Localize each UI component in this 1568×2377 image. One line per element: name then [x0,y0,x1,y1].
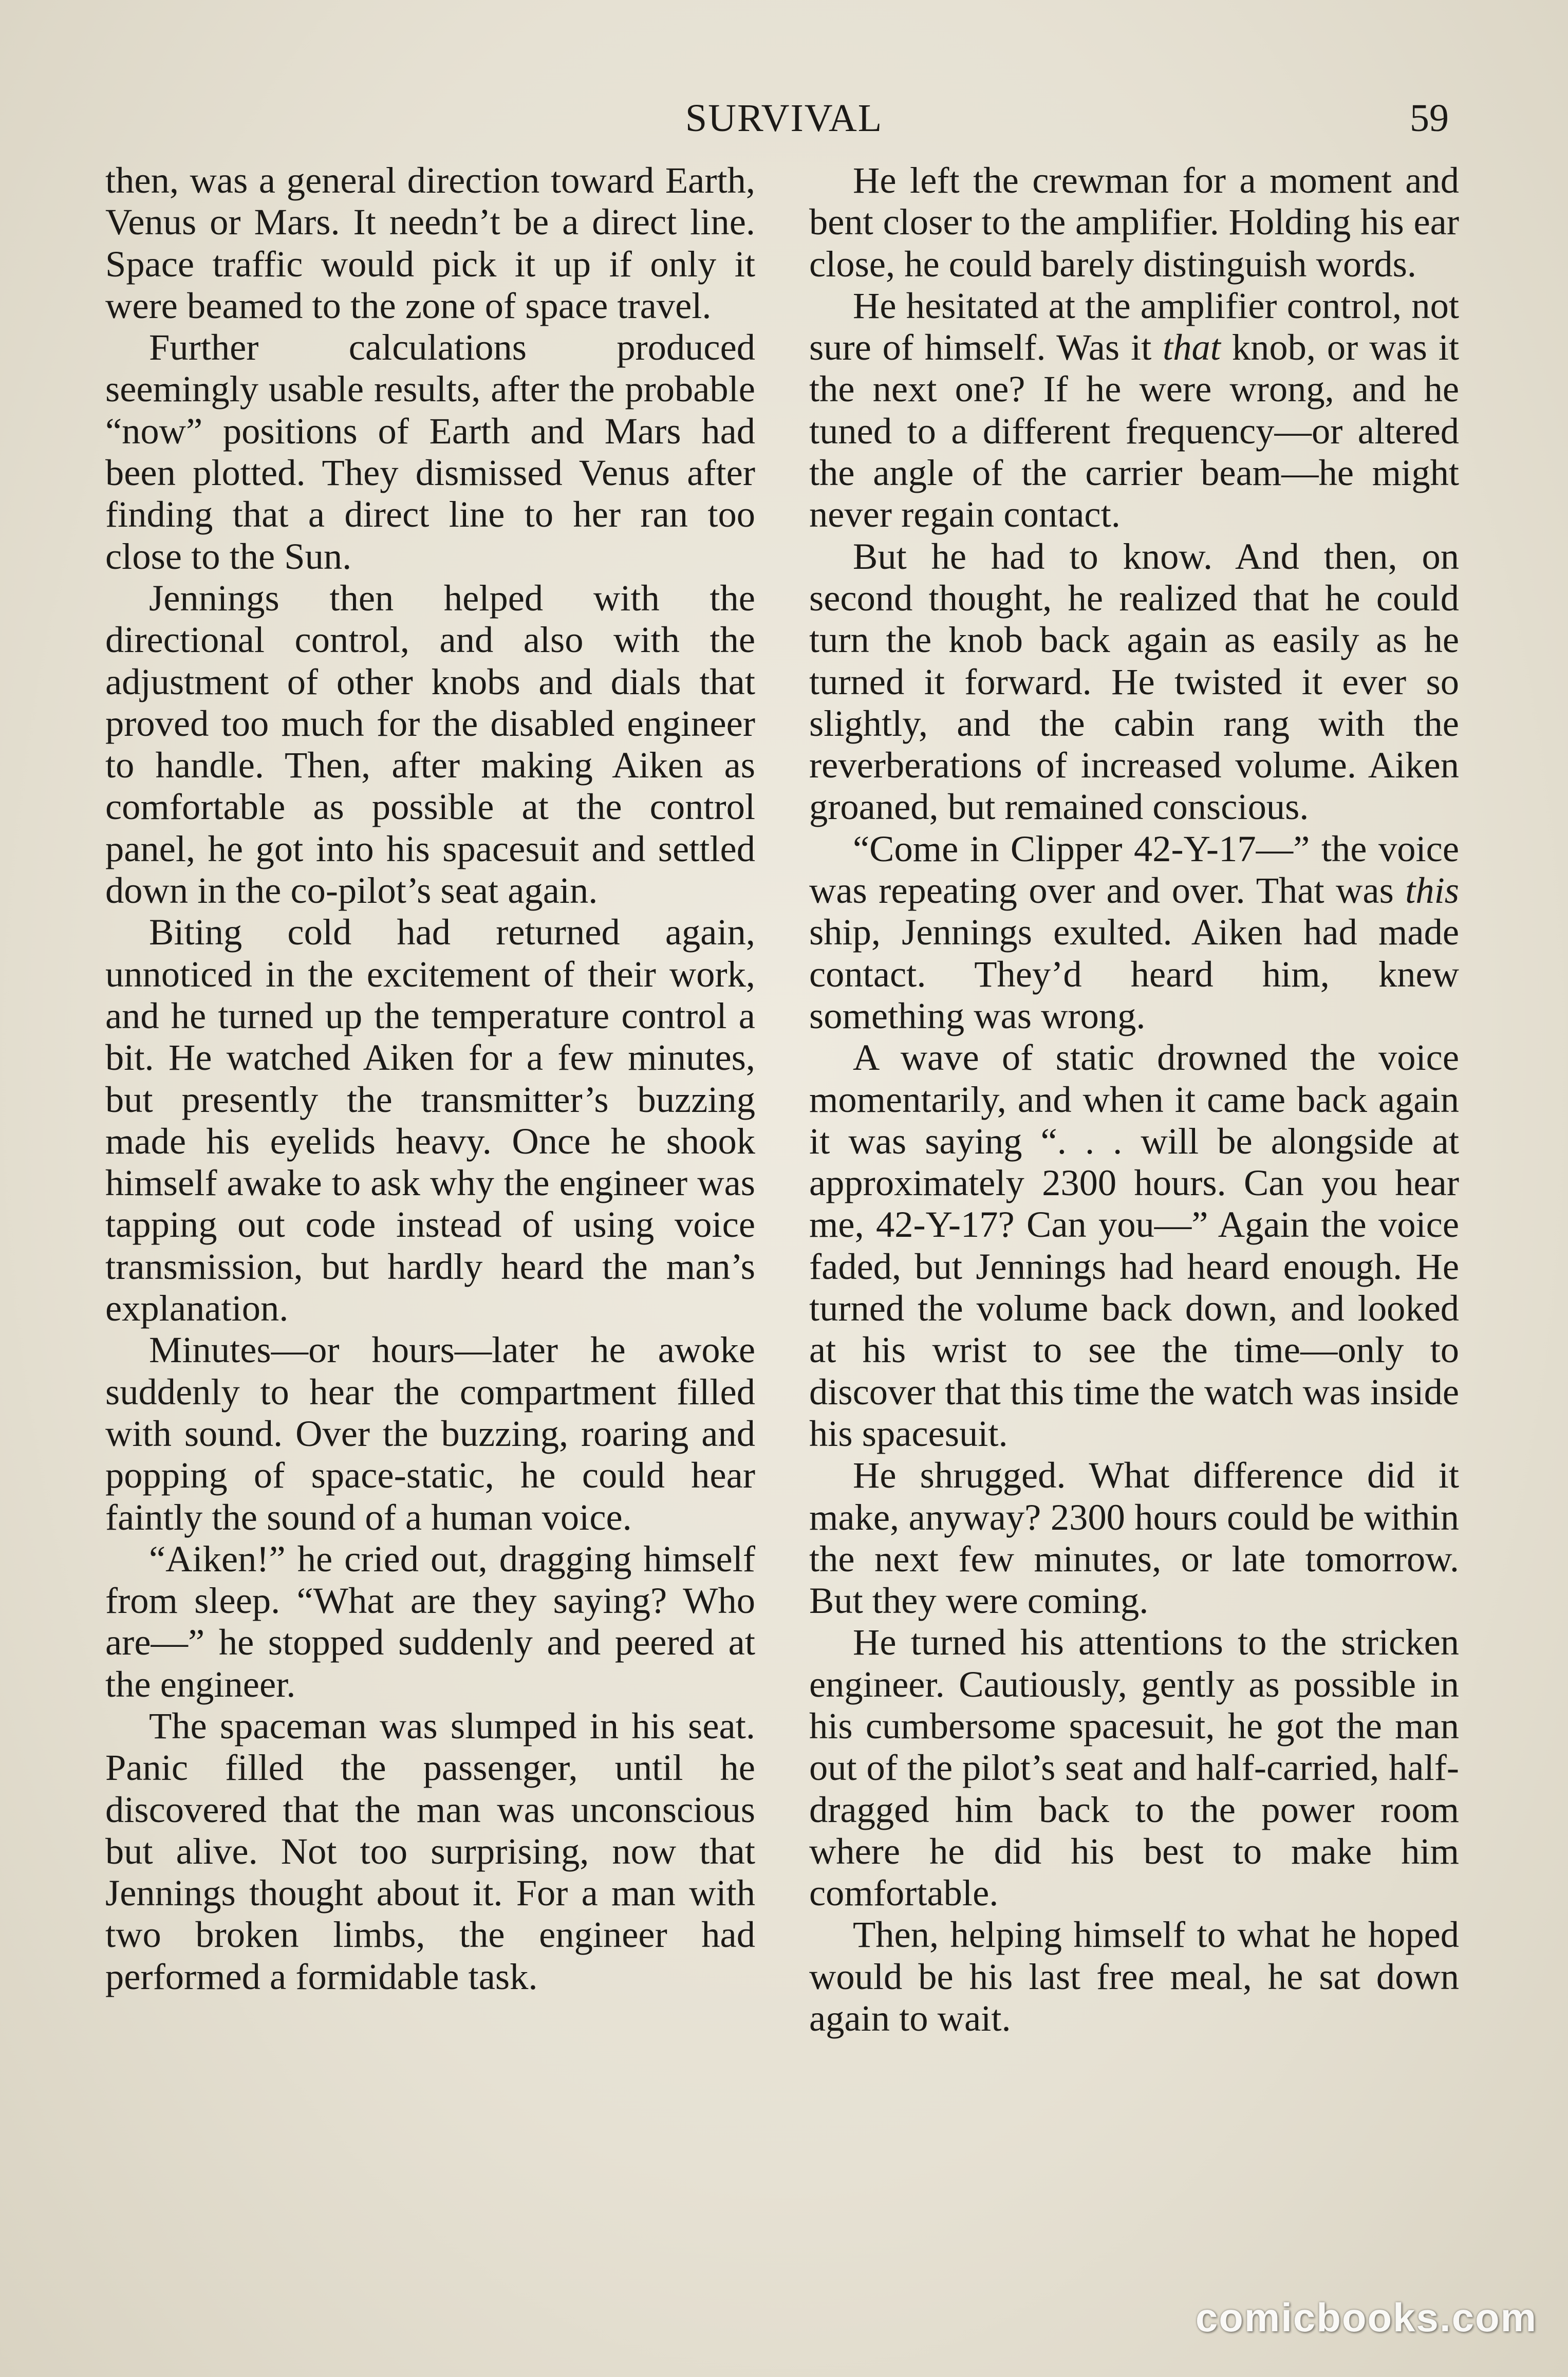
chapter-title: SURVIVAL [685,97,883,140]
page-number: 59 [1410,97,1449,140]
paragraph: Jennings then helped with the directional control, and also with the adjustment of other knobs and dials that proved too much for the disabled engineer to handle. Then, after making Aiken as comfortable as possible at the control panel, he got into his spacesuit and settled down in the co-pilot’s seat again. [105,577,755,912]
paragraph [809,828,1459,1036]
site-watermark: comicbooks.com [1195,2295,1537,2340]
right-text-column [809,159,1459,2039]
paragraph: He turned his attentions to the stricken engineer. Cautiously, gently as possible in his cumbersome spacesuit, he got the man out of the pilot’s seat and half-carried, half-dragged him back to the power room where he did his best to make him comfortable. [809,1621,1459,1914]
text-run: ship, Jennings exulted. Aiken had made contact. They’d heard him, knew something was wrong. [809,911,1459,1036]
paragraph: Biting cold had returned again, unnoticed in the excitement of their work, and he turned up the temperature control a bit. He watched Aiken for a few minutes, but presently the transmitter’s buzzing made his eyelids heavy. Once he shook himself awake to ask why the engineer was tapping out code instead of using voice transmission, but hardly heard the man’s explanation. [105,911,755,1329]
paragraph: then, was a general direction toward Earth, Venus or Mars. It needn’t be a direct line. Space traffic would pick it up if only it were beamed to the zone of space travel. [105,159,755,326]
text-run: “Come in Clipper 42-Y-17—” the voice was repeating over and over. That was [809,827,1459,912]
paragraph: Minutes—or hours—later he awoke suddenly to hear the compartment filled with sound. Over the buzzing, roaring and popping of space-static, he could hear faintly the sound of a human voice. [105,1329,755,1538]
text-run: He hesitated at the amplifier control, not sure of himself. Was it [809,284,1459,368]
emphasis-text: that [1163,326,1221,368]
paragraph: The spaceman was slumped in his seat. Panic filled the passenger, until he discovered that the man was unconscious but alive. Not too surprising, now that Jennings thought about it. For a man with two broken limbs, the engineer had performed a formidable task. [105,1704,755,1997]
left-text-column [105,159,755,1997]
paragraph: Then, helping himself to what he hoped would be his last free meal, he sat down again to wait. [809,1914,1459,2039]
paragraph: But he had to know. And then, on second thought, he realized that he could turn the knob back again as easily as he turned it forward. He twisted it ever so slightly, and the cabin rang with the reverberations of increased volume. Aiken groaned, but remained conscious. [809,535,1459,828]
paragraph: “Aiken!” he cried out, dragging himself from sleep. “What are they saying? Who are—” he stopped suddenly and peered at the engineer. [105,1537,755,1705]
paragraph [809,285,1459,535]
paragraph: A wave of static drowned the voice momentarily, and when it came back again it was saying “. . . will be alongside at approximately 2300 hours. Can you hear me, 42-Y-17? Can you—” Again the voice faded, but Jennings had heard enough. He turned the volume back down, and looked at his wrist to see the time—only to discover that this time the watch was inside his spacesuit. [809,1036,1459,1454]
paragraph: He left the crewman for a moment and bent closer to the amplifier. Holding his ear close, he could barely distinguish words. [809,159,1459,285]
emphasis-text: this [1405,869,1459,912]
text-run: knob, or was it the next one? If he were wrong, and he tuned to a different frequency—or altered the angle of the carrier beam—he might never regain contact. [809,326,1459,535]
paragraph: Further calculations produced seemingly usable results, after the probable “now” positions of Earth and Mars had been plotted. They dismissed Venus after finding that a direct line to her ran too close to the Sun. [105,326,755,577]
running-header [0,90,1568,146]
paragraph: He shrugged. What difference did it make, anyway? 2300 hours could be within the next few minutes, or late tomorrow. But they were coming. [809,1454,1459,1622]
